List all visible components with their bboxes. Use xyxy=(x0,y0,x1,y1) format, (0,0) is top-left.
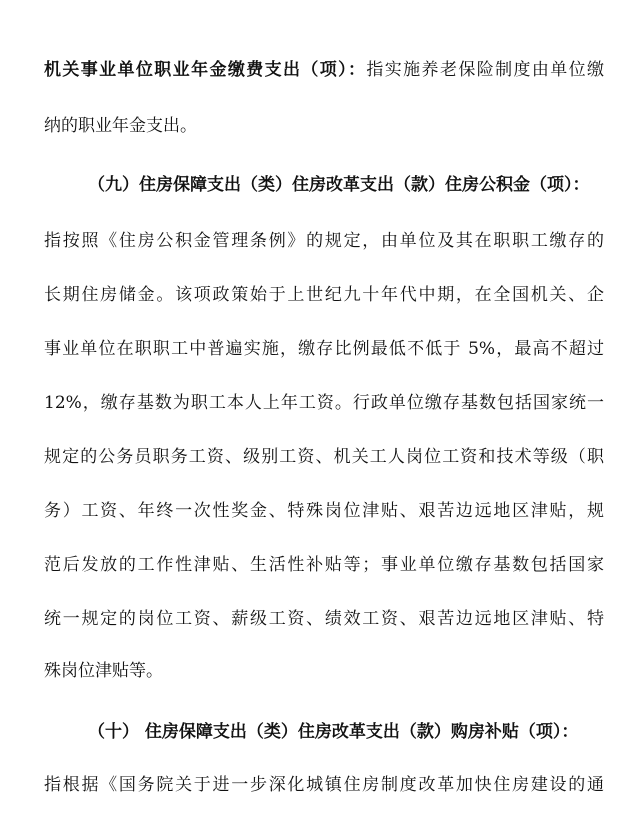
item-text: 12%，缴存基数为职工本人上年工资。行政单位缴存基数包括国家统一 xyxy=(44,393,604,413)
item-text: 指按照《住房公积金管理条例》的规定，由单位及其在职职工缴存的 xyxy=(44,231,604,251)
paragraph-line xyxy=(44,229,604,253)
paragraph-line xyxy=(44,283,604,307)
item-heading: 机关事业单位职业年金缴费支出（项）： xyxy=(44,60,367,80)
paragraph-line xyxy=(44,445,604,469)
item-text: 事业单位在职职工中普遍实施，缴存比例最低不低于 5%，最高不超过 xyxy=(44,339,604,359)
section-heading-text: （十） 住房保障支出（类）住房改革支出（款）购房补贴（项）： xyxy=(88,722,579,742)
paragraph-line xyxy=(44,499,604,523)
item-text: 务）工资、年终一次性奖金、特殊岗位津贴、艰苦边远地区津贴，规 xyxy=(44,501,604,521)
item-text: 殊岗位津贴等。 xyxy=(44,661,163,681)
item-text: 统一规定的岗位工资、薪级工资、绩效工资、艰苦边远地区津贴、特 xyxy=(44,609,604,629)
paragraph-line xyxy=(44,773,604,797)
item-text: 长期住房储金。该项政策始于上世纪九十年代中期，在全国机关、企 xyxy=(44,285,604,305)
item-text: 范后发放的工作性津贴、生活性补贴等；事业单位缴存基数包括国家 xyxy=(44,555,604,575)
section-heading-text: （九）住房保障支出（类）住房改革支出（款）住房公积金（项）： xyxy=(88,175,590,195)
paragraph-line xyxy=(44,114,604,138)
paragraph-line xyxy=(44,659,604,683)
item-text: 指根据《国务院关于进一步深化城镇住房制度改革加快住房建设的通 xyxy=(44,775,604,795)
section-heading xyxy=(88,173,604,197)
paragraph-line xyxy=(44,337,604,361)
section-heading xyxy=(88,720,604,744)
paragraph-line xyxy=(44,391,604,415)
item-text: 指实施养老保险制度由单位缴 xyxy=(366,60,605,80)
paragraph-line xyxy=(44,58,604,82)
paragraph-line xyxy=(44,607,604,631)
paragraph-line xyxy=(44,553,604,577)
item-text: 纳的职业年金支出。 xyxy=(44,116,197,136)
item-text: 规定的公务员职务工资、级别工资、机关工人岗位工资和技术等级（职 xyxy=(44,447,604,467)
